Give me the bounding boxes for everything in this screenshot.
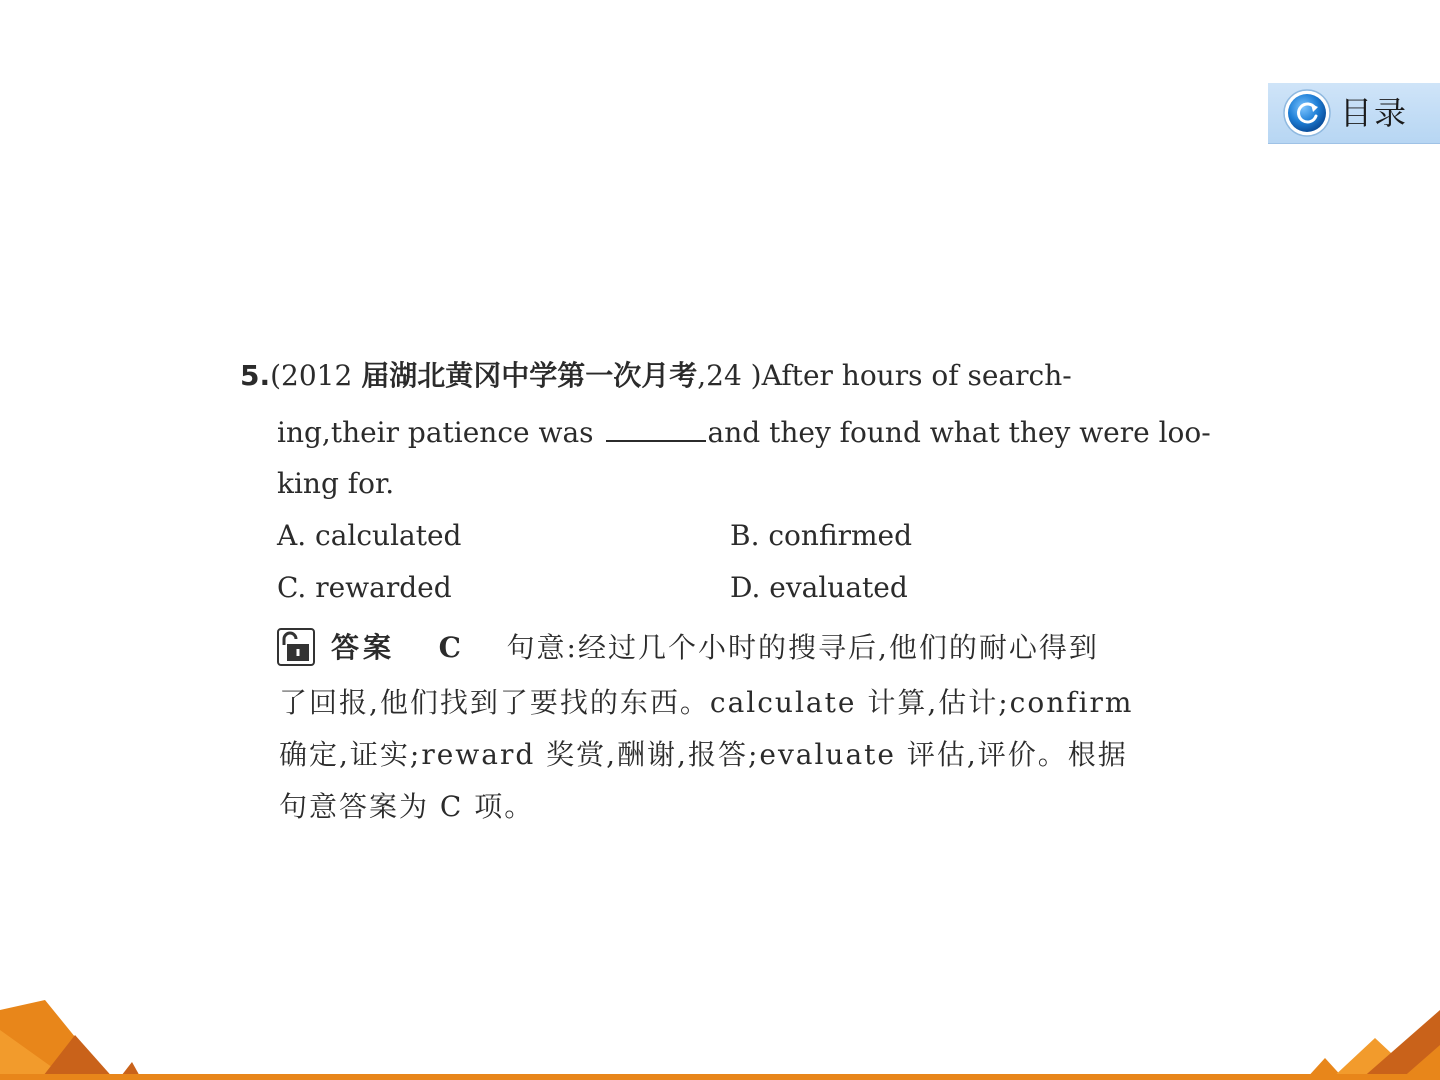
answer-line-4: 句意答案为 C 项。 [279,790,535,823]
answer-line-1 [331,628,1099,668]
answer-letter: C [438,631,463,664]
question-line-2 [277,412,1211,453]
source-close: ,24 ) [697,359,762,392]
answer-line-2: 了回报,他们找到了要找的东西。calculate 计算,估计;confirm [279,686,1134,719]
answer-title: 答案 [331,631,396,664]
question-line-3: king for. [277,467,395,500]
toc-label: 目录 [1340,94,1409,132]
question-text-2b: and they found what they were loo- [707,416,1211,449]
question-text-1: After hours of search- [761,359,1072,392]
answer-line-3: 确定,证实;reward 奖赏,酬谢,报答;evaluate 评估,评价。根据 [279,738,1128,771]
refresh-circle-icon [1282,88,1332,138]
question-line-1 [240,356,1072,396]
source-open: (2012 [270,359,362,392]
option-c: C. rewarded [277,571,452,604]
question-number: 5. [240,359,271,392]
bottom-decoration [0,990,1440,1080]
question-source [270,359,761,392]
answer-text-1: 句意:经过几个小时的搜寻后,他们的耐心得到 [506,631,1099,664]
answer-blank [606,412,706,442]
source-name: 届湖北黄冈中学第一次月考 [361,359,698,392]
toc-button[interactable] [1268,83,1440,144]
option-d: D. evaluated [730,571,908,604]
option-a: A. calculated [277,519,462,552]
question-text-2a: ing,their patience was [277,416,594,449]
option-b: B. confirmed [730,519,913,552]
unlock-icon [277,628,315,666]
